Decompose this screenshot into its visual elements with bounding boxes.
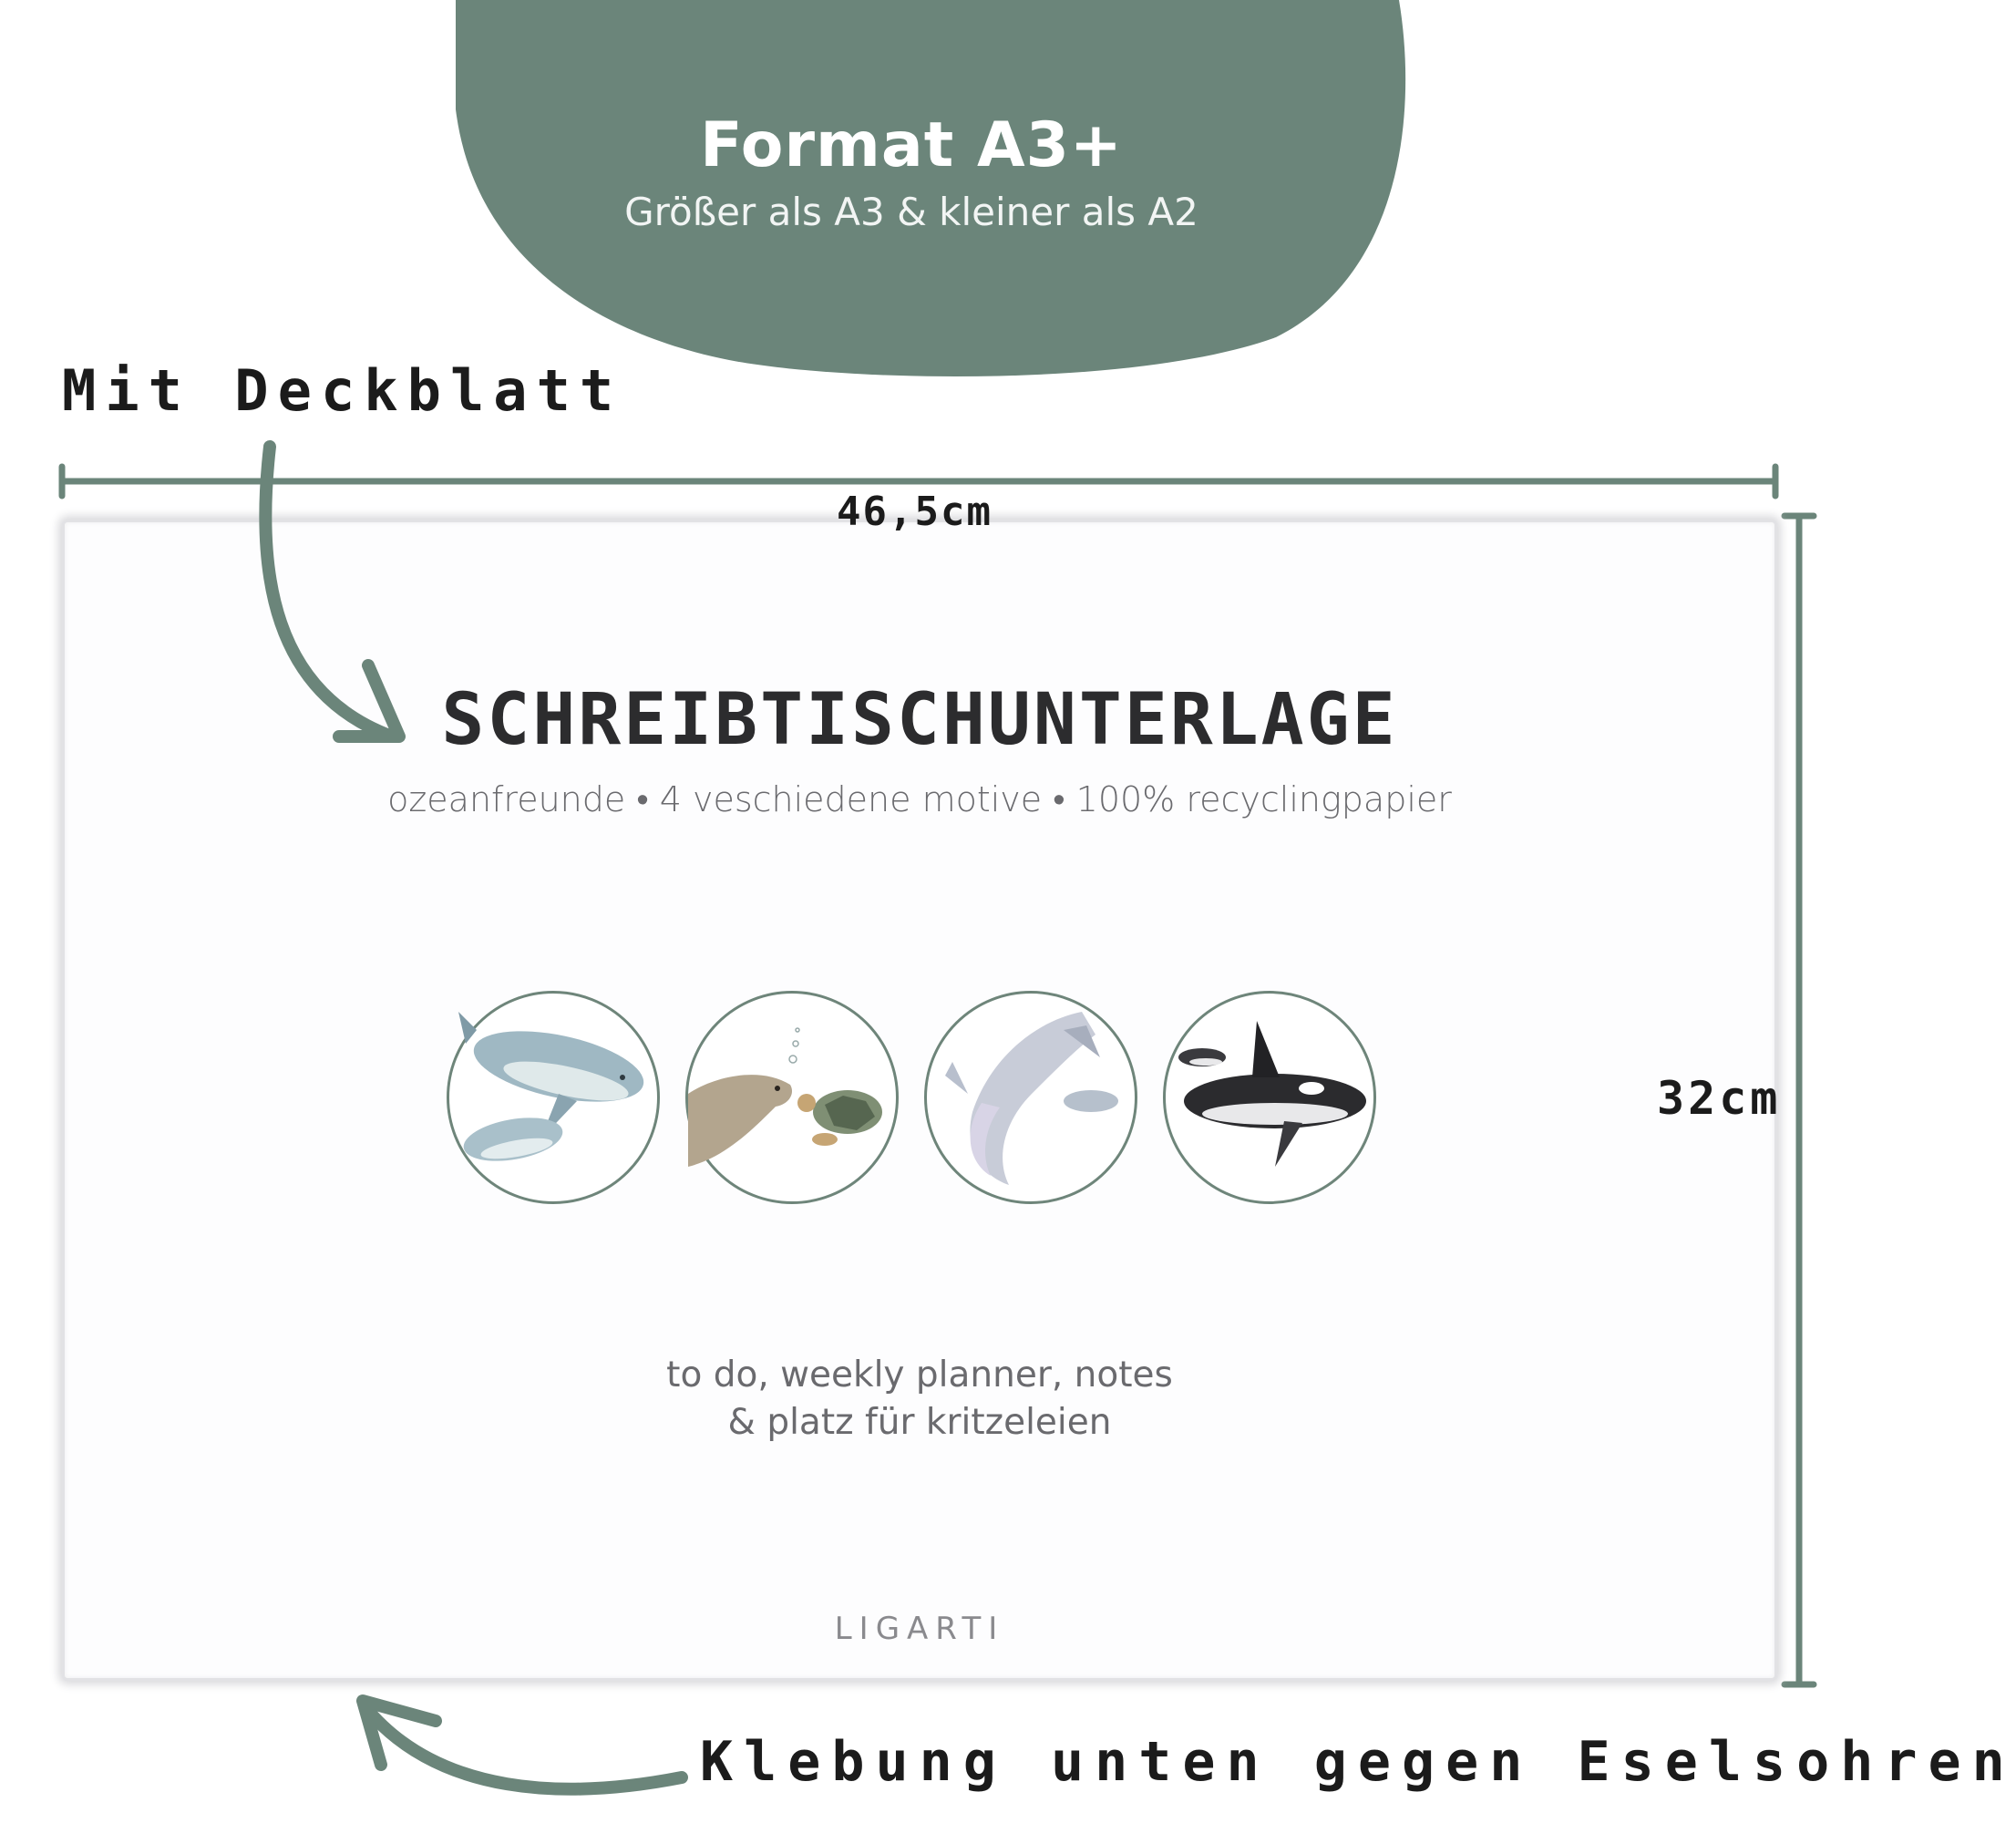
width-label: 46,5cm: [837, 489, 993, 535]
mat-features: [65, 1352, 1774, 1447]
orca-icon: [1163, 991, 1376, 1204]
height-label: 32cm: [1657, 1072, 1782, 1125]
brand-logo: LIGARTI: [834, 1611, 1005, 1647]
dolphin-icon: [924, 991, 1137, 1204]
seal-turtle-icon: [685, 991, 899, 1204]
desk-mat: [62, 520, 1777, 1681]
badge-subtitle: Größer als A3 & kleiner als A2: [624, 190, 1198, 234]
whale-icon: [447, 991, 660, 1204]
mat-features-line2: & platz für kritzeleien: [727, 1402, 1112, 1443]
mat-title: SCHREIBTISCHUNTERLAGE: [441, 679, 1398, 761]
badge-title: Format A3+: [700, 109, 1123, 181]
mat-subtitle: ozeanfreunde • 4 veschiedene motive • 100% recyclingpapier: [387, 779, 1452, 819]
cover-note: Mit Deckblatt: [62, 357, 623, 424]
mat-features-line1: to do, weekly planner, notes: [666, 1354, 1173, 1396]
glue-note: Klebung unten gegen Eselsohren: [700, 1730, 2016, 1794]
